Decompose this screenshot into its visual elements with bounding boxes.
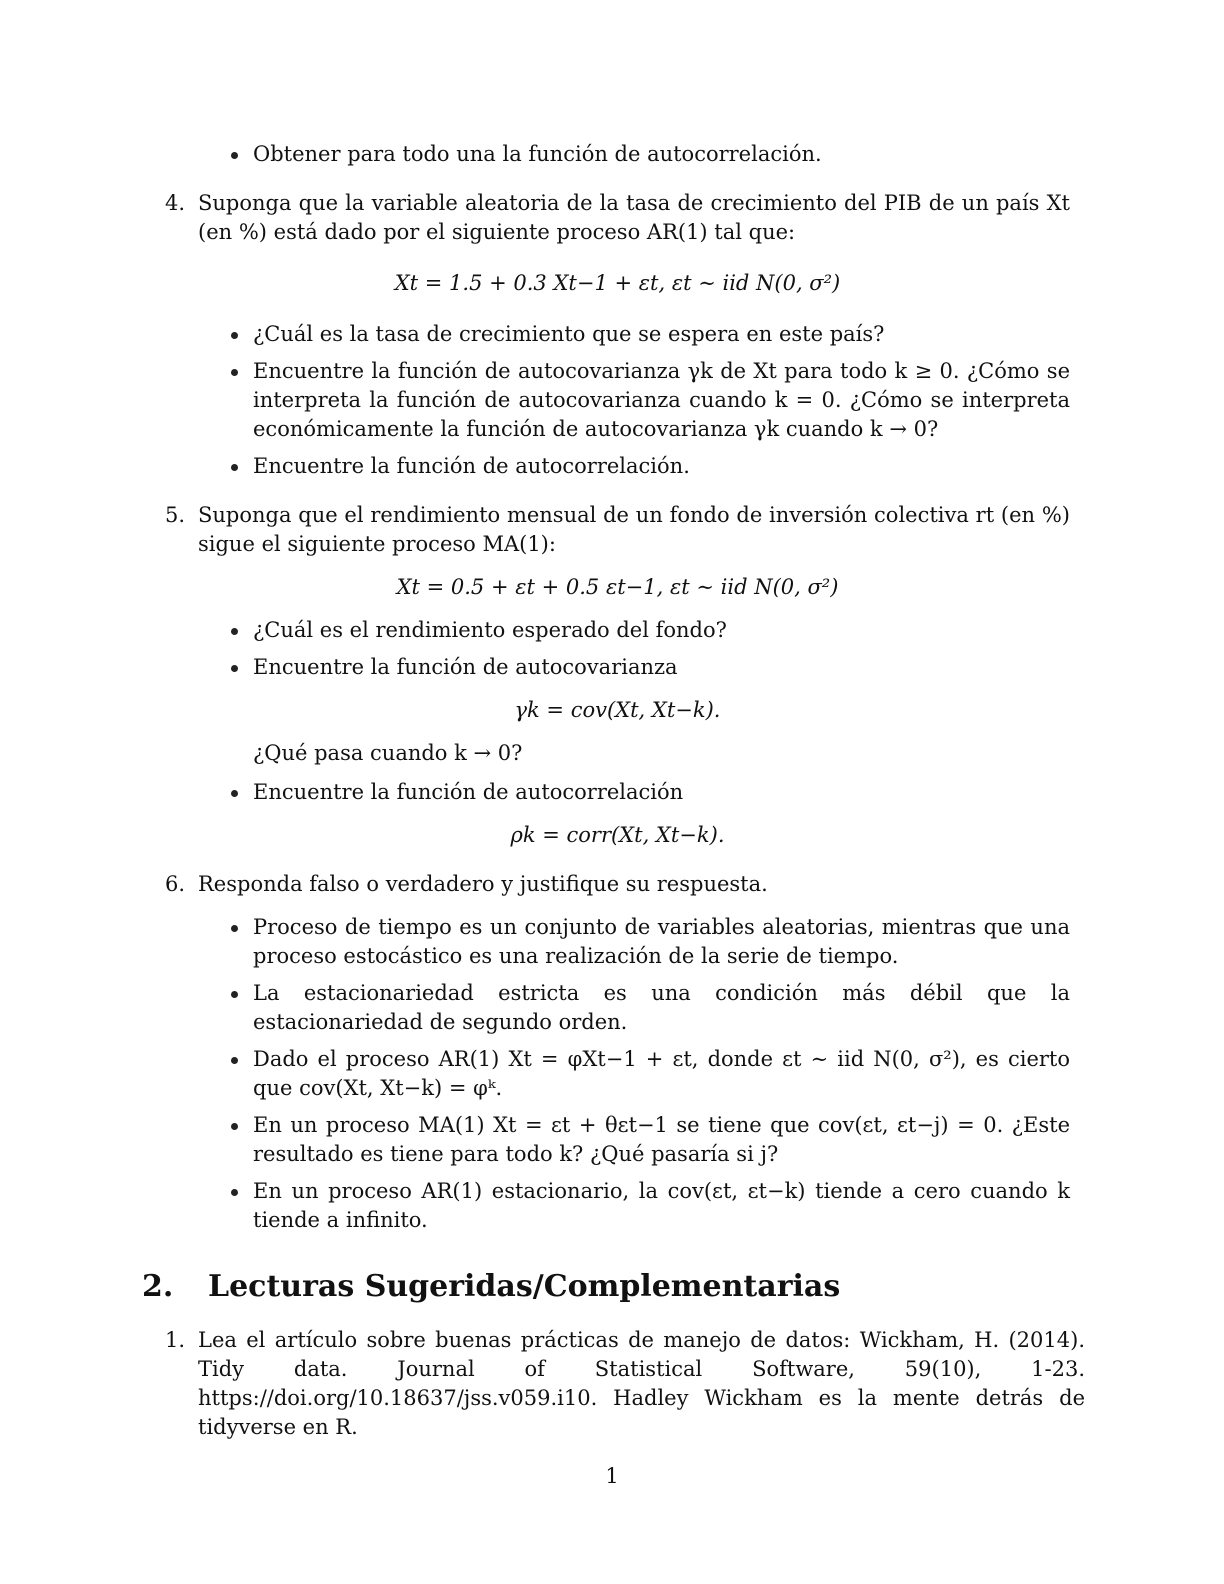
page-number: 1 bbox=[605, 1464, 619, 1488]
bullet-item: La estacionariedad estricta es una condición más débil que la estacionariedad de segundo orden. bbox=[165, 979, 1070, 1037]
reading-item bbox=[165, 1326, 1085, 1442]
bullet-item: Proceso de tiempo es un conjunto de variables aleatorias, mientras que una proceso estocástico es una realización de la serie de tiempo. bbox=[165, 913, 1070, 971]
carryover-bullets bbox=[165, 140, 1070, 169]
reading-text: Lea el artículo sobre buenas prácticas de manejo de datos: Wickham, H. (2014). Tidy data. Journal of Statistical Software, 59(10), 1-23. https://doi.org/10.18637/jss.v059.i10. Hadley Wickham es la mente detrás de tidyverse en R. bbox=[198, 1328, 1085, 1439]
equation: ρk = corr(Xt, Xt−k). bbox=[510, 823, 725, 847]
bullet-item: Dado el proceso AR(1) Xt = φXt−1 + εt, donde εt ∼ iid N(0, σ²), es cierto que cov(Xt, Xt−k) = φᵏ. bbox=[165, 1045, 1070, 1103]
bullet-item: ¿Cuál es la tasa de crecimiento que se espera en este país? bbox=[165, 320, 1070, 349]
item-number: 6. bbox=[165, 872, 186, 896]
reading-list bbox=[165, 1326, 1085, 1442]
exercise-item-4 bbox=[165, 189, 1070, 247]
exercise-item-6 bbox=[165, 870, 1070, 899]
exercise-content bbox=[165, 140, 1070, 1243]
bullet-item: En un proceso MA(1) Xt = εt + θεt−1 se tiene que cov(εt, εt−j) = 0. ¿Este resultado es tiene para todo k? ¿Qué pasaría si j? bbox=[165, 1111, 1070, 1169]
item-6-bullets bbox=[165, 913, 1070, 1235]
bullet-item: Encuentre la función de autocovarianza γk de Xt para todo k ≥ 0. ¿Cómo se interpreta la función de autocovarianza cuando k = 0. ¿Cómo se interpreta económicamente la función de autocovarianza γk cuando k → 0? bbox=[165, 357, 1070, 444]
item-number: 1. bbox=[165, 1328, 186, 1352]
bullet-item: En un proceso AR(1) estacionario, la cov(εt, εt−k) tiende a cero cuando k tiende a infinito. bbox=[165, 1177, 1070, 1235]
equation: Xt = 1.5 + 0.3 Xt−1 + εt, εt ∼ iid N(0, σ²) bbox=[394, 271, 841, 295]
item-text: Responda falso o verdadero y justifique su respuesta. bbox=[198, 872, 768, 896]
bullet-item: ¿Cuál es el rendimiento esperado del fondo? bbox=[165, 616, 1070, 645]
item-text: Suponga que la variable aleatoria de la tasa de crecimiento del PIB de un país Xt (en %) está dado por el siguiente proceso AR(1) tal que: bbox=[198, 191, 1070, 244]
equation: γk = cov(Xt, Xt−k). bbox=[514, 698, 721, 722]
bullet-item: Encuentre la función de autocorrelación. bbox=[165, 452, 1070, 481]
equation: Xt = 0.5 + εt + 0.5 εt−1, εt ∼ iid N(0, σ²) bbox=[396, 575, 839, 599]
section-title-text: Lecturas Sugeridas/Complementarias bbox=[208, 1269, 841, 1304]
exercise-item-5 bbox=[165, 501, 1070, 559]
item-number: 4. bbox=[165, 191, 186, 215]
bullet-item: Encuentre la función de autocovarianza bbox=[165, 653, 1070, 682]
item-5-bullets-continued bbox=[165, 778, 1070, 807]
bullet-item: Encuentre la función de autocorrelación bbox=[165, 778, 1070, 807]
note-text: ¿Qué pasa cuando k → 0? bbox=[253, 741, 523, 765]
item-4-bullets bbox=[165, 320, 1070, 481]
item-5-bullets bbox=[165, 616, 1070, 682]
bullet-item: Obtener para todo una la función de autocorrelación. bbox=[165, 140, 1070, 169]
section-number: 2. bbox=[142, 1269, 174, 1304]
section-heading bbox=[142, 1269, 841, 1304]
item-number: 5. bbox=[165, 503, 186, 527]
item-text: Suponga que el rendimiento mensual de un fondo de inversión colectiva rt (en %) sigue el siguiente proceso MA(1): bbox=[198, 503, 1070, 556]
